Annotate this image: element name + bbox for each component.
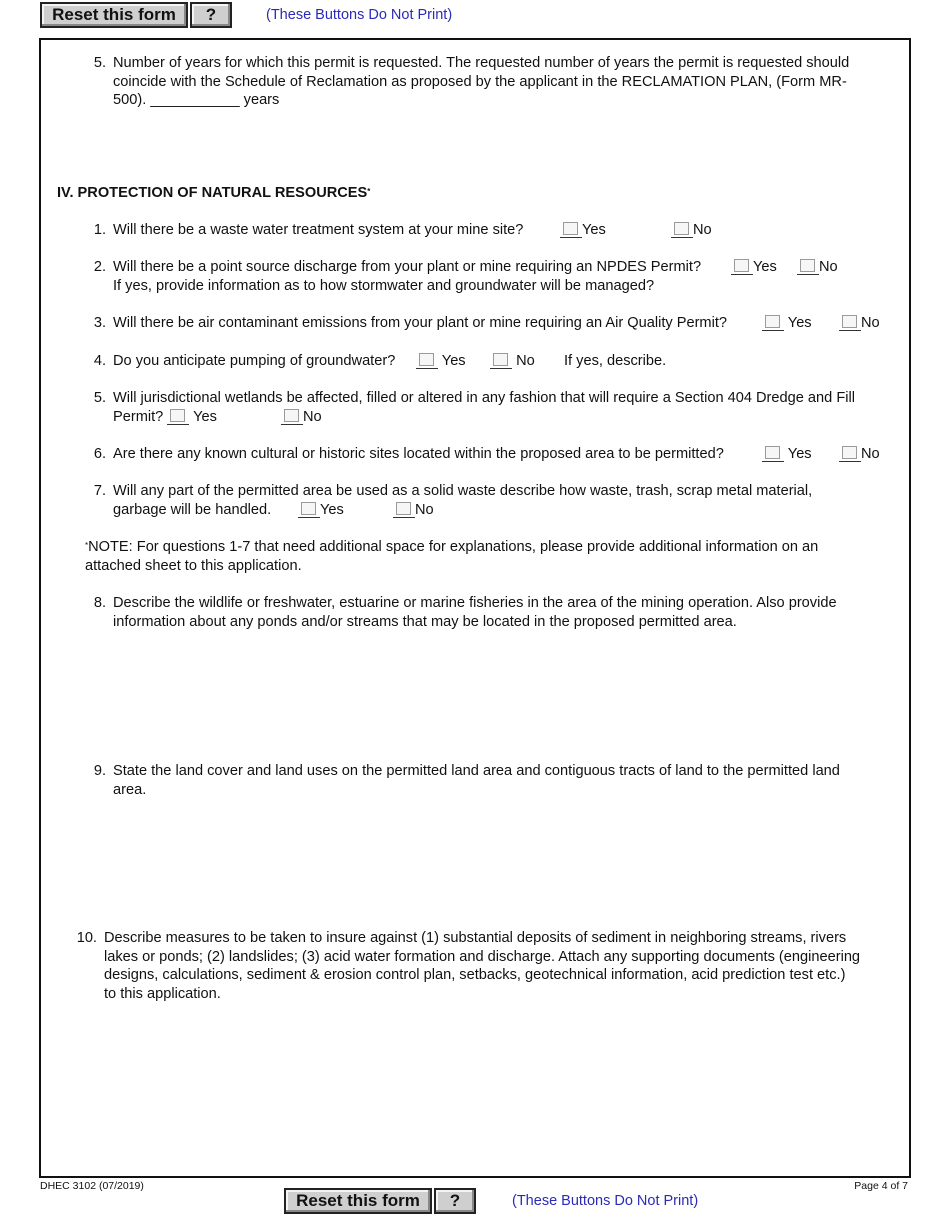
q8-line2: information about any ponds and/or streams that may be located in the proposed permitted area. — [113, 613, 737, 630]
q5-years-line2: coincide with the Schedule of Reclamation as proposed by the applicant in the RECLAMATION PLAN, (Form MR- — [113, 73, 847, 90]
reset-form-button[interactable]: Reset this form — [284, 1188, 432, 1214]
q7-line2: garbage will be handled. — [113, 501, 272, 518]
q8-number: 8. — [93, 595, 106, 611]
q2-no-checkbox[interactable] — [800, 259, 815, 272]
q5-years-line1: Number of years for which this permit is requested. The requested number of years the permit is requested should — [113, 55, 850, 71]
note-footnote-mark: * — [85, 541, 89, 550]
q7-text: Will any part of the permitted area be used as a solid waste describe how waste, trash, scrap metal material, — [113, 483, 813, 499]
yes-label: Yes — [320, 501, 344, 518]
no-label: No — [693, 222, 712, 238]
q5-line2-text: Permit? — [113, 408, 164, 425]
reset-form-button[interactable]: Reset this form — [40, 2, 188, 28]
q6-no-option — [839, 445, 880, 464]
section-iv-heading — [57, 184, 370, 203]
no-label: No — [415, 501, 434, 518]
q6-text: Are there any known cultural or historic sites located within the proposed area to be permitted? — [113, 446, 724, 462]
q10-line1: Describe measures to be taken to insure against (1) substantial deposits of sediment in neighboring streams, rivers — [104, 930, 847, 946]
q6-no-checkbox[interactable] — [842, 446, 857, 459]
no-label: No — [516, 353, 535, 369]
q7-number: 7. — [93, 483, 106, 499]
q7-no-option — [393, 501, 434, 520]
yes-label: Yes — [787, 315, 812, 331]
no-label: No — [303, 408, 322, 425]
help-button[interactable]: ? — [190, 2, 232, 28]
yes-label: Yes — [193, 408, 217, 425]
q4-yes-option — [416, 352, 466, 371]
page-number: Page 4 of 7 — [854, 1180, 908, 1192]
q2-yes-checkbox[interactable] — [734, 259, 749, 272]
q1-yes-option — [560, 221, 606, 240]
bottom-button-bar — [284, 1188, 698, 1214]
q6-number: 6. — [93, 446, 106, 462]
q1-text: Will there be a waste water treatment system at your mine site? — [113, 222, 524, 238]
q5-no-checkbox[interactable] — [284, 409, 299, 422]
q4-number: 4. — [93, 353, 106, 369]
q1-no-option — [671, 221, 712, 240]
q7-yes-checkbox[interactable] — [301, 502, 316, 515]
yes-label: Yes — [753, 259, 777, 275]
q2-yes-option — [731, 258, 777, 277]
q4-yes-checkbox[interactable] — [419, 353, 434, 366]
help-button[interactable]: ? — [434, 1188, 476, 1214]
q4-no-checkbox[interactable] — [493, 353, 508, 366]
q9-line1: State the land cover and land uses on the permitted land area and contiguous tracts of land to the permitted land — [113, 763, 840, 779]
note-line2: attached sheet to this application. — [85, 557, 302, 574]
top-button-bar — [40, 2, 452, 28]
q9-number: 9. — [93, 763, 106, 779]
q3-number: 3. — [93, 315, 106, 331]
q5-years-line3: 500). ___________ years — [113, 92, 280, 108]
section-iv-title: IV. PROTECTION OF NATURAL RESOURCES — [57, 185, 368, 201]
section-iv-footnote-mark: * — [367, 187, 371, 196]
q3-yes-option — [762, 314, 812, 333]
q8-line1: Describe the wildlife or freshwater, estuarine or marine fisheries in the area of the mining operation. Also provide — [113, 595, 837, 611]
q1-number: 1. — [93, 222, 106, 238]
q4-text: Do you anticipate pumping of groundwater? — [113, 353, 396, 369]
q3-no-checkbox[interactable] — [842, 315, 857, 328]
yes-label: Yes — [441, 353, 466, 369]
q2-text: Will there be a point source discharge from your plant or mine requiring an NPDES Permit? — [113, 259, 702, 275]
yes-label: Yes — [582, 222, 606, 238]
no-label: No — [861, 315, 880, 331]
q4-after-text: If yes, describe. — [564, 353, 667, 369]
q5-no-option — [281, 408, 322, 427]
note-line1 — [85, 538, 818, 557]
no-print-note: (These Buttons Do Not Print) — [266, 7, 453, 23]
form-id: DHEC 3102 (07/2019) — [40, 1180, 144, 1192]
q5-line2 — [113, 408, 217, 427]
q1-yes-checkbox[interactable] — [563, 222, 578, 235]
no-label: No — [819, 259, 838, 275]
q3-no-option — [839, 314, 880, 333]
yes-label: Yes — [787, 446, 812, 462]
q3-yes-checkbox[interactable] — [765, 315, 780, 328]
q7-no-checkbox[interactable] — [396, 502, 411, 515]
note-line1-text: NOTE: For questions 1-7 that need additional space for explanations, please provide additional information on an — [88, 539, 819, 555]
q10-line3: designs, calculations, sediment & erosion control plan, setbacks, geotechnical information, acid prediction test etc.) — [104, 967, 846, 983]
no-print-note: (These Buttons Do Not Print) — [512, 1193, 699, 1209]
q5-number: 5. — [93, 390, 106, 406]
q9-line2: area. — [113, 781, 147, 798]
q3-text: Will there be air contaminant emissions from your plant or mine requiring an Air Quality Permit? — [113, 315, 727, 331]
q7-yes-option — [298, 501, 344, 520]
q4-no-option — [490, 352, 535, 371]
q6-yes-checkbox[interactable] — [765, 446, 780, 459]
q2-number: 2. — [93, 259, 106, 275]
q2-line2: If yes, provide information as to how stormwater and groundwater will be managed? — [113, 278, 655, 294]
q2-no-option — [797, 258, 838, 277]
q10-number: 10. — [76, 930, 97, 946]
q1-no-checkbox[interactable] — [674, 222, 689, 235]
q10-line4: to this application. — [104, 985, 221, 1002]
q5-yes-checkbox[interactable] — [170, 409, 185, 422]
no-label: No — [861, 446, 880, 462]
q10-line2: lakes or ponds; (2) landslides; (3) acid water formation and discharge. Attach any supporting documents (engineering — [104, 948, 861, 965]
q5-text: Will jurisdictional wetlands be affected, filled or altered in any fashion that will require a Section 404 Dredge and Fill — [113, 390, 855, 406]
q6-yes-option — [762, 445, 812, 464]
q5-years-number: 5. — [93, 55, 106, 71]
